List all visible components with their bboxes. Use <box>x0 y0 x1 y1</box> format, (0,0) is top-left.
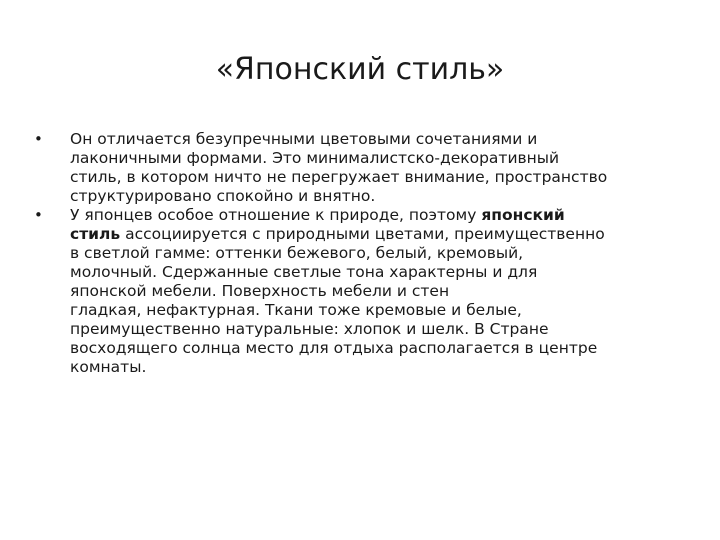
text-line: комнаты. <box>70 358 147 376</box>
text-line: японской мебели. Поверхность мебели и стен <box>70 282 450 300</box>
slide-title: «Японский стиль» <box>215 52 505 87</box>
text-segment: ассоциируется с природными цветами, преимущественно <box>120 225 605 243</box>
text-line: гладкая, нефактурная. Ткани тоже кремовые и белые, <box>70 301 522 319</box>
text-line <box>70 225 674 244</box>
text-line <box>70 206 674 225</box>
text-line: структурировано спокойно и внятно. <box>70 187 376 205</box>
bullet-dot: • <box>34 206 43 224</box>
bold-term: японский <box>481 206 565 224</box>
text-line: лаконичными формами. Это минималистско-декоративный <box>70 149 560 167</box>
text-line: молочный. Сдержанные светлые тона характерны и для <box>70 263 538 281</box>
text-segment: У японцев особое отношение к природе, поэтому <box>70 206 482 224</box>
text-line: Он отличается безупречными цветовыми сочетаниями и <box>70 130 538 148</box>
bullet-dot: • <box>34 130 43 148</box>
bullet-list <box>34 130 674 377</box>
bullet-item-2 <box>34 206 674 377</box>
text-line: преимущественно натуральные: хлопок и шелк. В Стране <box>70 320 549 338</box>
bold-term: стиль <box>70 225 121 243</box>
bullet-item-1 <box>34 130 674 206</box>
text-line: восходящего солнца место для отдыха располагается в центре <box>70 339 598 357</box>
text-line: стиль, в котором ничто не перегружает внимание, пространство <box>70 168 608 186</box>
text-line: в светлой гамме: оттенки бежевого, белый, кремовый, <box>70 244 524 262</box>
